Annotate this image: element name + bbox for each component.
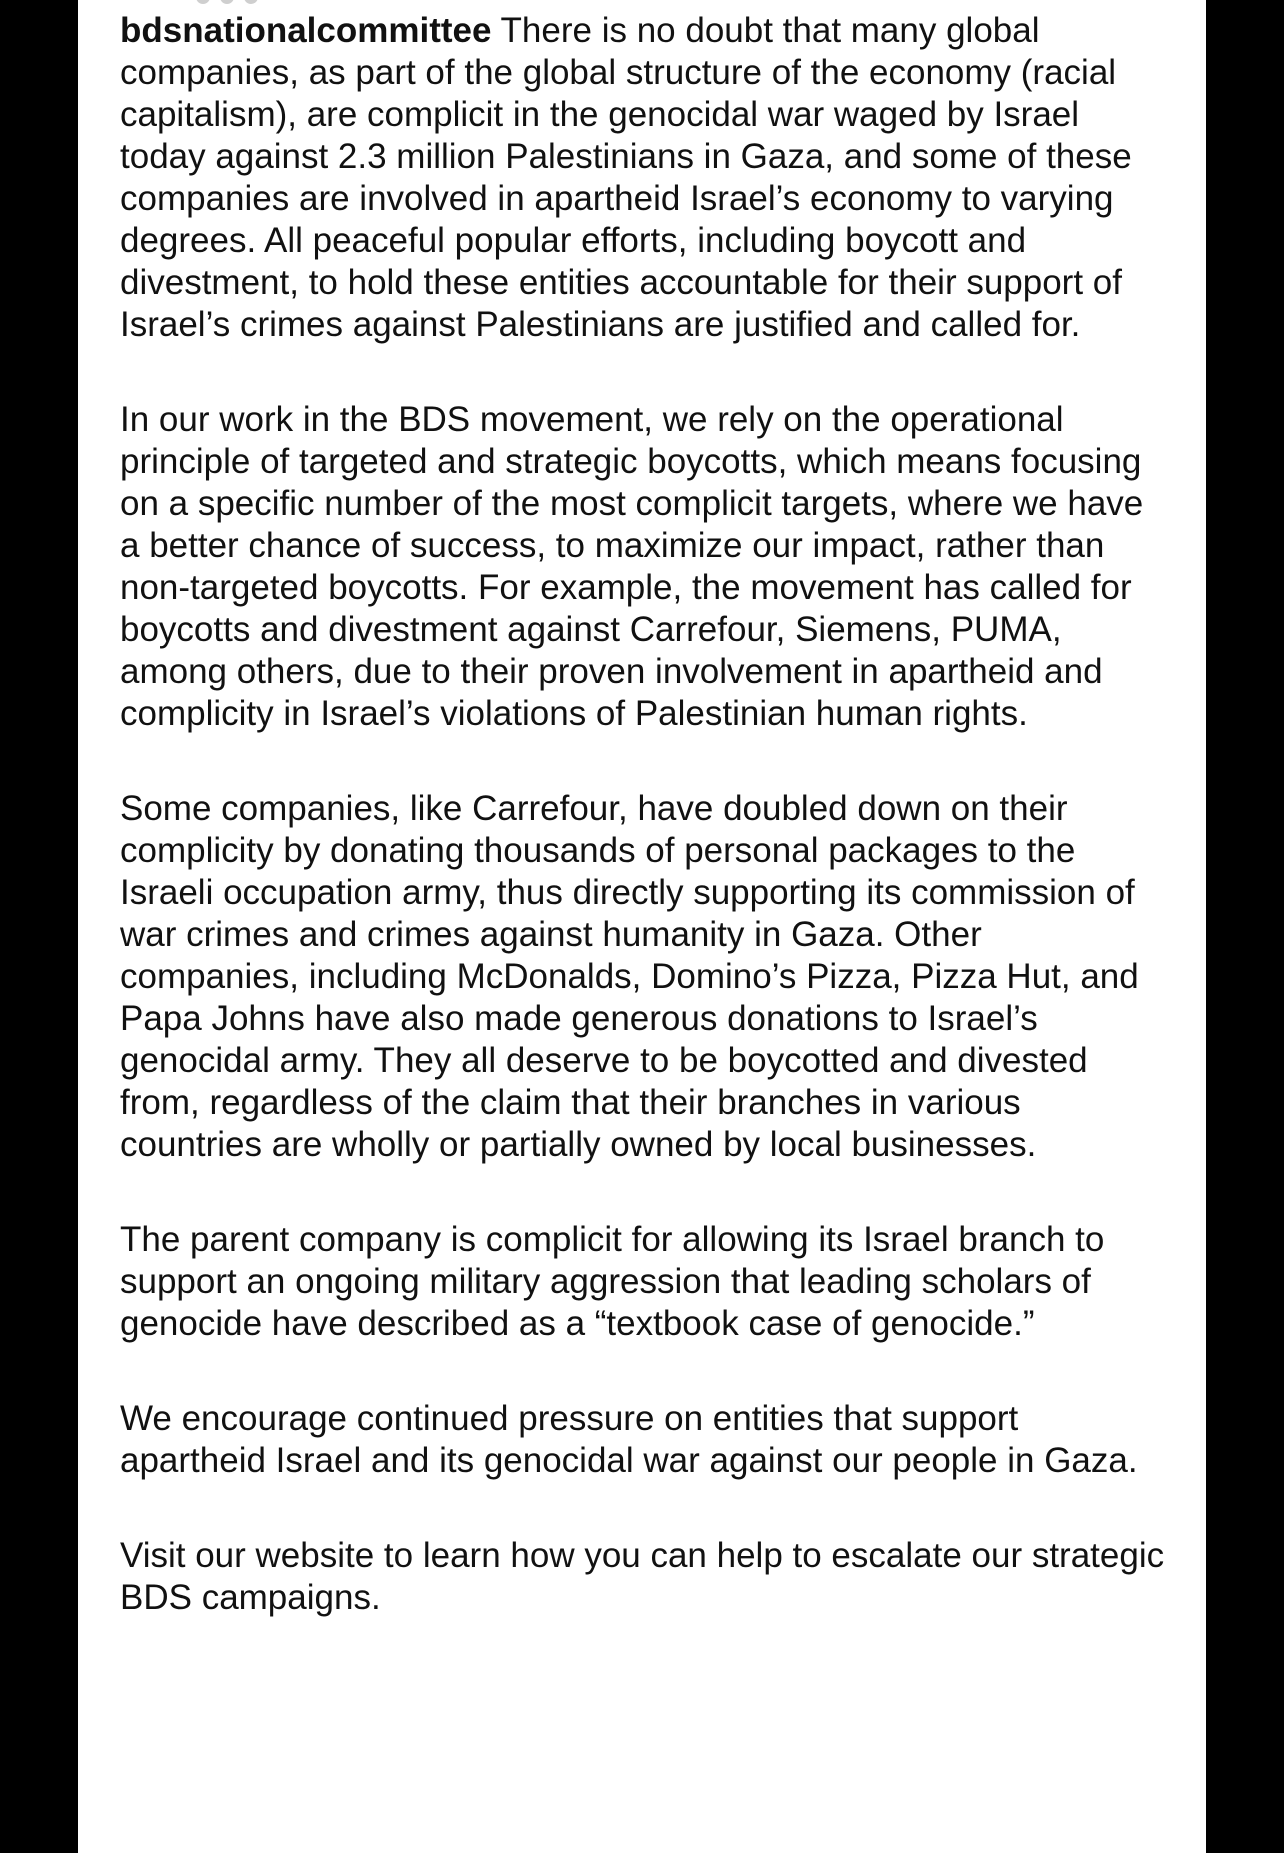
username-link[interactable]: bdsnationalcommittee bbox=[120, 11, 492, 50]
caption-paragraph bbox=[120, 10, 1170, 346]
caption-paragraph: Some companies, like Carrefour, have doubled down on their complicity by donating thousands of personal packages to the Israeli occupation army, thus directly supporting its commission of war crimes and crimes against humanity in Gaza. Other companies, including McDonalds, Domino’s Pizza, Pizza Hut, and Papa Johns have also made generous donations to Israel’s genocidal army. They all deserve to be boycotted and divested from, regardless of the claim that their branches in various countries are wholly or partially owned by local businesses. bbox=[120, 789, 1139, 1164]
avatar[interactable] bbox=[244, 0, 258, 4]
caption-text: There is no doubt that many global companies, as part of the global structure of the economy (racial capitalism), are complicit in the genocidal war waged by Israel today against 2.3 million Palestinians in Gaza, and some of these companies are involved in apartheid Israel’s economy to varying degrees. All peaceful popular efforts, including boycott and divestment, to hold these entities accountable for their support of Israel’s crimes against Palestinians are justified and called for. bbox=[120, 11, 1132, 344]
caption-paragraph: The parent company is complicit for allowing its Israel branch to support an ongoing military aggression that leading scholars of genocide have described as a “textbook case of genocide.” bbox=[120, 1220, 1105, 1343]
caption-paragraph: In our work in the BDS movement, we rely on the operational principle of targeted and strategic boycotts, which means focusing on a specific number of the most complicit targets, where we have a better chance of success, to maximize our impact, rather than non-targeted boycotts. For example, the movement has called for boycotts and divestment against Carrefour, Siemens, PUMA, among others, due to their proven involvement in apartheid and complicity in Israel’s violations of Palestinian human rights. bbox=[120, 400, 1144, 733]
avatar[interactable] bbox=[196, 0, 210, 4]
caption-paragraph: We encourage continued pressure on entities that support apartheid Israel and its genocidal war against our people in Gaza. bbox=[120, 1399, 1138, 1480]
avatar[interactable] bbox=[220, 0, 234, 4]
avatar-row-cropped bbox=[196, 0, 258, 4]
caption-paragraph: Visit our website to learn how you can help to escalate our strategic BDS campaigns. bbox=[120, 1536, 1165, 1617]
post-caption bbox=[120, 10, 1170, 1619]
